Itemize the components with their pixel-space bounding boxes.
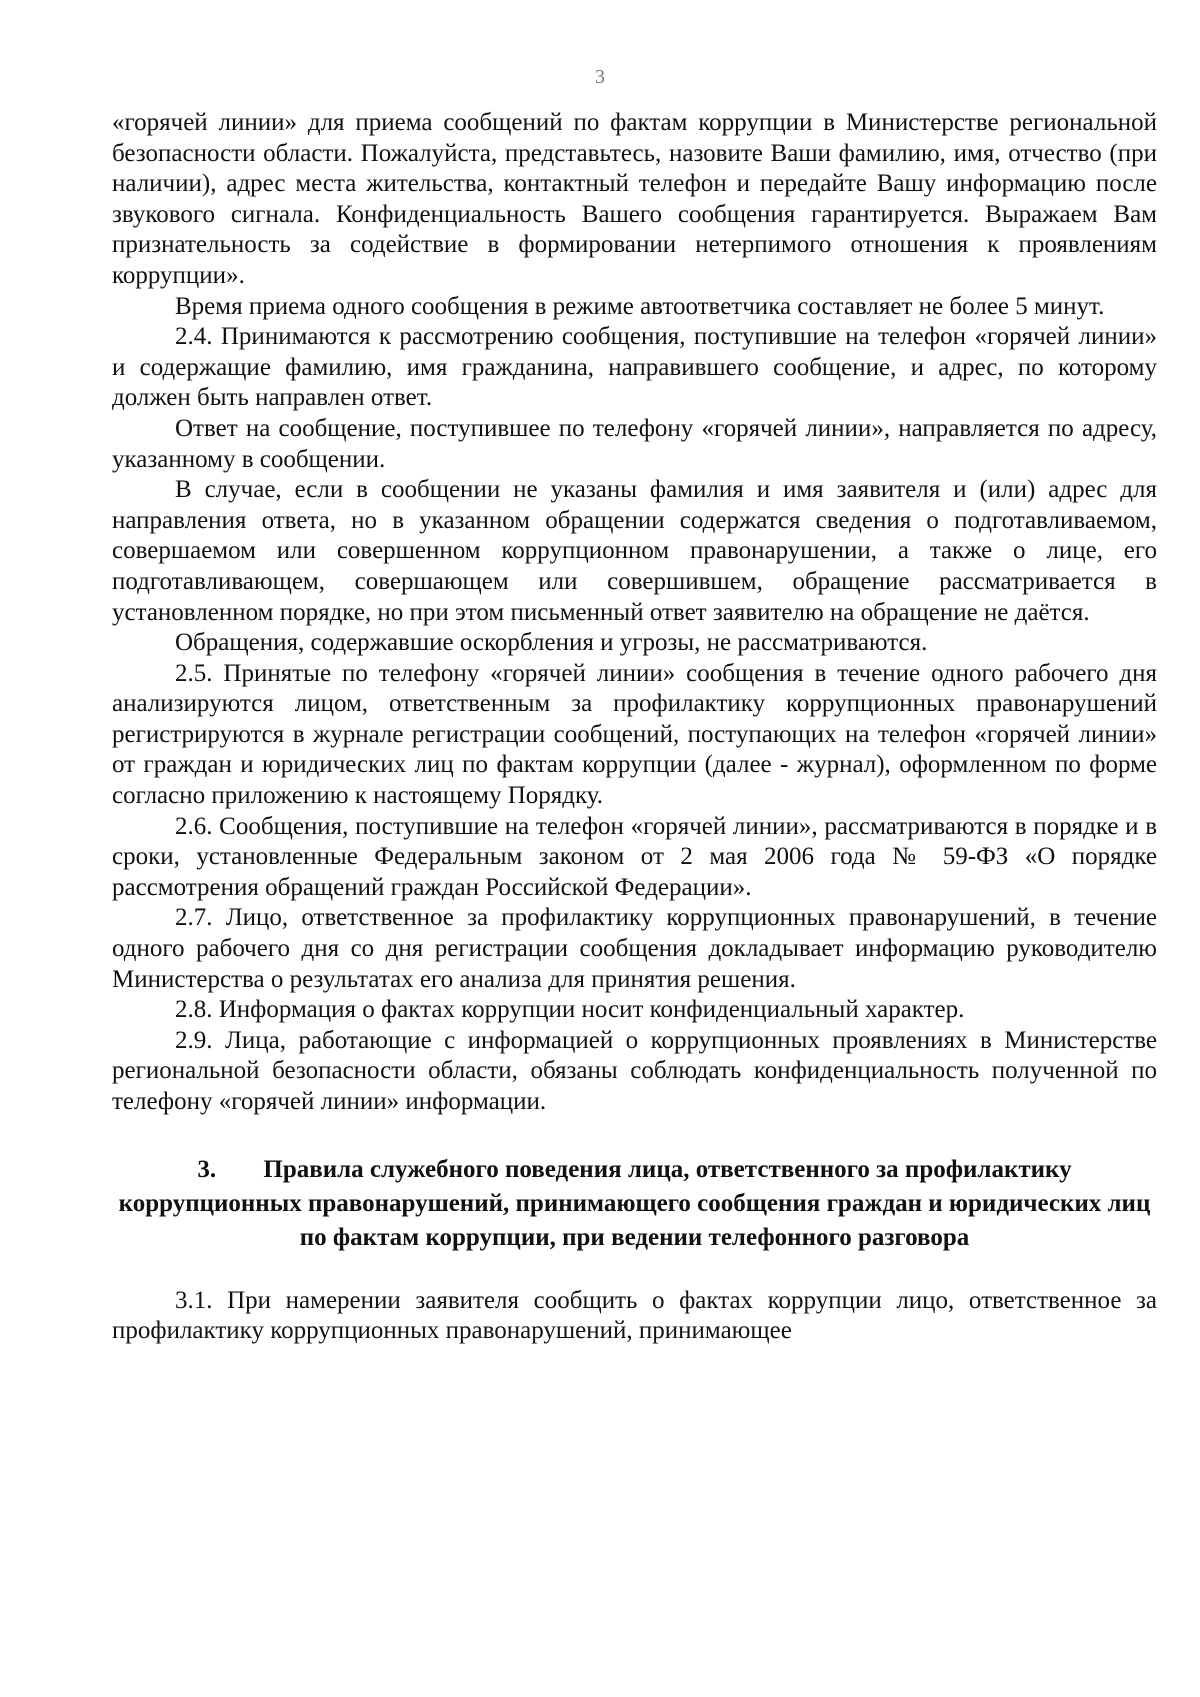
paragraph: Время приема одного сообщения в режиме автоответчика составляет не более 5 минут.	[175, 292, 1105, 320]
paragraph: «горячей линии» для приема сообщений по фактам коррупции в Министерстве региональной безопасности области. Пожалуйста, представьтесь, назовите Ваши фамилию, имя, отчество (при наличии), адрес места жительства, контактный телефон и передайте Вашу информацию после звукового сигнала. Конфиденциальность Вашего сообщения гарантируется. Выражаем Вам признательность за содействие в формировании нетерпимого отношения к проявлениям коррупции».	[112, 109, 1157, 289]
paragraph: Ответ на сообщение, поступившее по телефону «горячей линии», направляется по адресу, указанному в сообщении.	[112, 414, 1157, 473]
paragraph: 3.1. При намерении заявителя сообщить о фактах коррупции лицо, ответственное за профилактику коррупционных правонарушений, принимающее	[112, 1286, 1157, 1345]
paragraph: 2.7. Лицо, ответственное за профилактику коррупционных правонарушений, в течение одного рабочего дня со дня регистрации сообщения докладывает информацию руководителю Министерства о результатах его анализа для принятия решения.	[112, 904, 1157, 993]
paragraph: В случае, если в сообщении не указаны фамилия и имя заявителя и (или) адрес для направления ответа, но в указанном обращении содержатся сведения о подготавливаемом, совершаемом или совершенном коррупционном правонарушении, а также о лице, его подготавливающем, совершающем или совершившем, обращение рассматривается в установленном порядке, но при этом письменный ответ заявителю на обращение не даётся.	[112, 476, 1157, 626]
paragraph: Обращения, содержавшие оскорбления и угрозы, не рассматриваются.	[175, 629, 928, 657]
paragraph: 2.9. Лица, работающие с информацией о коррупционных проявлениях в Министерстве региональной безопасности области, обязаны соблюдать конфиденциальность полученной по телефону «горячей линии» информации.	[112, 1026, 1157, 1115]
paragraphs-after-heading	[112, 1286, 1157, 1347]
paragraph: 2.5. Принятые по телефону «горячей линии» сообщения в течение одного рабочего дня анализируются лицом, ответственным за профилактику коррупционных правонарушений регистрируются в журнале регистрации сообщений, поступающих на телефон «горячей линии» от граждан и юридических лиц по фактам коррупции (далее - журнал), оформленном по форме согласно приложению к настоящему Порядку.	[112, 659, 1157, 810]
paragraphs-before-heading	[112, 108, 1157, 1118]
paragraph: 2.6. Сообщения, поступившие на телефон «горячей линии», рассматриваются в порядке и в сроки, установленные Федеральным законом от 2 мая 2006 года № 59-ФЗ «О порядке рассмотрения обращений граждан Российской Федерации».	[112, 812, 1157, 901]
document-body	[112, 108, 1157, 1347]
paragraph: 2.8. Информация о фактах коррупции носит конфиденциальный характер.	[175, 996, 965, 1024]
section-heading	[112, 1153, 1157, 1255]
paragraph: 2.4. Принимаются к рассмотрению сообщения, поступившие на телефон «горячей линии» и содержащие фамилию, имя гражданина, направившего сообщение, и адрес, по которому должен быть направлен ответ.	[112, 323, 1157, 412]
section-title: Правила служебного поведения лица, ответственного за профилактику коррупционных правонарушений, принимающего сообщения граждан и юридических лиц по фактам коррупции, при ведении телефонного разговора	[118, 1155, 1151, 1251]
section-number: 3.	[197, 1155, 217, 1183]
page-number: 3	[595, 66, 605, 88]
